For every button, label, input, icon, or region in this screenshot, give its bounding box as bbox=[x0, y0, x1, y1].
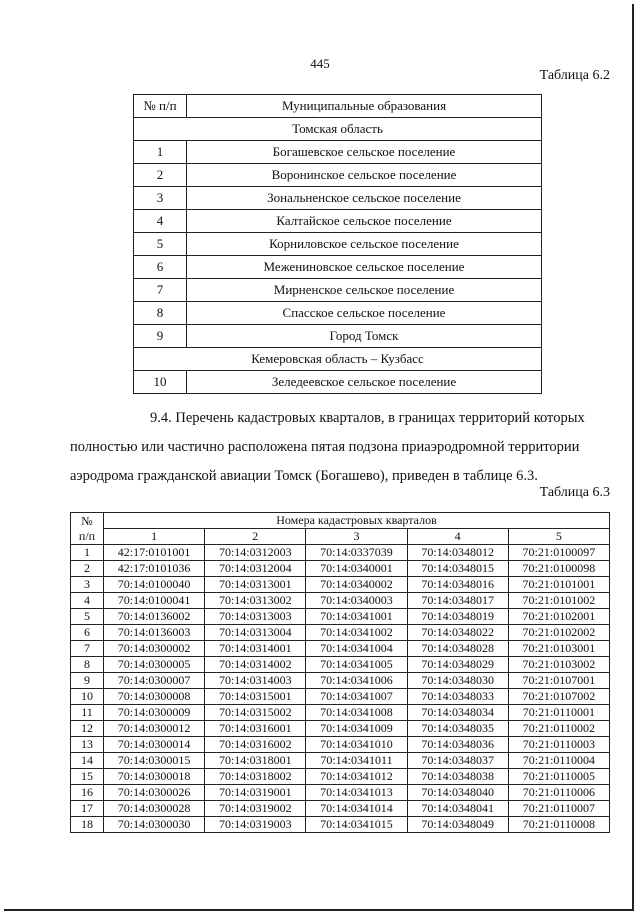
cadastral-number: 70:14:0300028 bbox=[104, 801, 205, 817]
cadastral-number: 70:14:0340003 bbox=[306, 593, 407, 609]
column-number: 5 bbox=[508, 529, 609, 545]
table-row bbox=[134, 164, 542, 187]
cadastral-number: 70:21:0110004 bbox=[508, 753, 609, 769]
section-name: Кемеровская область – Кузбасс bbox=[134, 348, 542, 371]
cadastral-number: 70:21:0100098 bbox=[508, 561, 609, 577]
row-num: 16 bbox=[71, 785, 104, 801]
cadastral-number: 70:14:0315001 bbox=[205, 689, 306, 705]
cadastral-number: 70:21:0110001 bbox=[508, 705, 609, 721]
table-row bbox=[134, 325, 542, 348]
cadastral-number: 70:21:0102002 bbox=[508, 625, 609, 641]
table-row bbox=[71, 641, 610, 657]
row-num: 7 bbox=[134, 279, 187, 302]
table-6-2-body bbox=[134, 118, 542, 394]
cadastral-number: 70:14:0313004 bbox=[205, 625, 306, 641]
row-name: Калтайское сельское поселение bbox=[187, 210, 542, 233]
table-row bbox=[134, 279, 542, 302]
row-num: 5 bbox=[134, 233, 187, 256]
row-num: 11 bbox=[71, 705, 104, 721]
cadastral-number: 70:14:0300008 bbox=[104, 689, 205, 705]
cadastral-number: 70:14:0348049 bbox=[407, 817, 508, 833]
table-row bbox=[71, 817, 610, 833]
table-row bbox=[134, 302, 542, 325]
cadastral-number: 42:17:0101001 bbox=[104, 545, 205, 561]
cadastral-number: 70:14:0348033 bbox=[407, 689, 508, 705]
cadastral-number: 70:14:0341001 bbox=[306, 609, 407, 625]
row-num: 15 bbox=[71, 769, 104, 785]
table-row bbox=[71, 721, 610, 737]
cadastral-number: 70:14:0100040 bbox=[104, 577, 205, 593]
row-num: 6 bbox=[134, 256, 187, 279]
row-name: Зеледеевское сельское поселение bbox=[187, 371, 542, 394]
table-column-numbers bbox=[71, 529, 610, 545]
table-header-row bbox=[134, 95, 542, 118]
cadastral-number: 70:14:0341008 bbox=[306, 705, 407, 721]
row-num: 10 bbox=[134, 371, 187, 394]
paragraph-line: 9.4. Перечень кадастровых кварталов, в границах территорий которых bbox=[150, 410, 585, 426]
header-num bbox=[71, 513, 104, 545]
row-num: 7 bbox=[71, 641, 104, 657]
cadastral-number: 70:14:0348016 bbox=[407, 577, 508, 593]
cadastral-number: 70:14:0319002 bbox=[205, 801, 306, 817]
cadastral-number: 70:14:0319001 bbox=[205, 785, 306, 801]
table-6-2-caption: Таблица 6.2 bbox=[539, 68, 610, 83]
row-num: 3 bbox=[134, 187, 187, 210]
cadastral-number: 70:14:0300026 bbox=[104, 785, 205, 801]
cadastral-number: 70:14:0348036 bbox=[407, 737, 508, 753]
cadastral-number: 70:14:0300005 bbox=[104, 657, 205, 673]
table-row bbox=[71, 753, 610, 769]
cadastral-number: 70:14:0348041 bbox=[407, 801, 508, 817]
row-name: Богашевское сельское поселение bbox=[187, 141, 542, 164]
table-row bbox=[71, 593, 610, 609]
cadastral-number: 70:21:0103001 bbox=[508, 641, 609, 657]
cadastral-number: 70:14:0300009 bbox=[104, 705, 205, 721]
cadastral-number: 70:21:0103002 bbox=[508, 657, 609, 673]
row-name: Мирненское сельское поселение bbox=[187, 279, 542, 302]
table-row bbox=[71, 657, 610, 673]
table-header-row bbox=[71, 513, 610, 529]
column-number: 1 bbox=[104, 529, 205, 545]
table-row bbox=[71, 545, 610, 561]
cadastral-number: 70:14:0341009 bbox=[306, 721, 407, 737]
cadastral-number: 70:21:0110006 bbox=[508, 785, 609, 801]
table-row bbox=[134, 371, 542, 394]
row-num: 1 bbox=[134, 141, 187, 164]
table-row bbox=[71, 769, 610, 785]
cadastral-number: 42:17:0101036 bbox=[104, 561, 205, 577]
cadastral-number: 70:21:0101001 bbox=[508, 577, 609, 593]
header-num-line2: п/п bbox=[78, 528, 96, 543]
column-number: 3 bbox=[306, 529, 407, 545]
paragraph-9-4 bbox=[70, 404, 610, 491]
row-num: 9 bbox=[71, 673, 104, 689]
cadastral-number: 70:21:0110003 bbox=[508, 737, 609, 753]
cadastral-number: 70:14:0341005 bbox=[306, 657, 407, 673]
cadastral-number: 70:14:0316002 bbox=[205, 737, 306, 753]
cadastral-number: 70:14:0348035 bbox=[407, 721, 508, 737]
table-6-3-caption: Таблица 6.3 bbox=[539, 485, 610, 500]
table-row bbox=[71, 625, 610, 641]
row-num: 2 bbox=[71, 561, 104, 577]
cadastral-number: 70:14:0318002 bbox=[205, 769, 306, 785]
cadastral-number: 70:14:0341004 bbox=[306, 641, 407, 657]
cadastral-number: 70:14:0341010 bbox=[306, 737, 407, 753]
cadastral-number: 70:21:0102001 bbox=[508, 609, 609, 625]
row-num: 5 bbox=[71, 609, 104, 625]
table-row bbox=[71, 609, 610, 625]
cadastral-number: 70:14:0313001 bbox=[205, 577, 306, 593]
cadastral-number: 70:21:0100097 bbox=[508, 545, 609, 561]
row-num: 13 bbox=[71, 737, 104, 753]
cadastral-number: 70:14:0348017 bbox=[407, 593, 508, 609]
cadastral-number: 70:14:0348038 bbox=[407, 769, 508, 785]
cadastral-number: 70:21:0110005 bbox=[508, 769, 609, 785]
cadastral-number: 70:14:0312004 bbox=[205, 561, 306, 577]
cadastral-number: 70:21:0107002 bbox=[508, 689, 609, 705]
cadastral-number: 70:14:0348037 bbox=[407, 753, 508, 769]
table-row bbox=[71, 577, 610, 593]
cadastral-number: 70:14:0341011 bbox=[306, 753, 407, 769]
cadastral-number: 70:21:0110002 bbox=[508, 721, 609, 737]
table-row bbox=[71, 705, 610, 721]
table-row bbox=[71, 785, 610, 801]
table-6-3 bbox=[70, 512, 610, 833]
cadastral-number: 70:14:0314003 bbox=[205, 673, 306, 689]
row-num: 6 bbox=[71, 625, 104, 641]
page-number: 445 bbox=[310, 56, 330, 71]
table-6-3-body bbox=[71, 545, 610, 833]
row-num: 10 bbox=[71, 689, 104, 705]
row-num: 4 bbox=[134, 210, 187, 233]
cadastral-number: 70:14:0300012 bbox=[104, 721, 205, 737]
cadastral-number: 70:14:0300007 bbox=[104, 673, 205, 689]
cadastral-number: 70:14:0300030 bbox=[104, 817, 205, 833]
cadastral-number: 70:14:0340001 bbox=[306, 561, 407, 577]
cadastral-number: 70:21:0101002 bbox=[508, 593, 609, 609]
cadastral-number: 70:14:0348029 bbox=[407, 657, 508, 673]
cadastral-number: 70:14:0313002 bbox=[205, 593, 306, 609]
cadastral-number: 70:14:0341015 bbox=[306, 817, 407, 833]
paragraph-line: аэродрома гражданской авиации Томск (Богашево), приведен в таблице 6.3. bbox=[70, 468, 538, 484]
cadastral-number: 70:14:0348012 bbox=[407, 545, 508, 561]
table-row bbox=[71, 673, 610, 689]
cadastral-number: 70:14:0341006 bbox=[306, 673, 407, 689]
cadastral-number: 70:14:0300015 bbox=[104, 753, 205, 769]
row-num: 12 bbox=[71, 721, 104, 737]
cadastral-number: 70:14:0312003 bbox=[205, 545, 306, 561]
cadastral-number: 70:14:0314002 bbox=[205, 657, 306, 673]
table-row bbox=[71, 801, 610, 817]
row-num: 8 bbox=[71, 657, 104, 673]
cadastral-number: 70:14:0100041 bbox=[104, 593, 205, 609]
table-section-row bbox=[134, 118, 542, 141]
cadastral-number: 70:14:0341007 bbox=[306, 689, 407, 705]
cadastral-number: 70:14:0348019 bbox=[407, 609, 508, 625]
cadastral-number: 70:14:0136002 bbox=[104, 609, 205, 625]
row-num: 18 bbox=[71, 817, 104, 833]
row-name: Воронинское сельское поселение bbox=[187, 164, 542, 187]
row-num: 4 bbox=[71, 593, 104, 609]
section-name: Томская область bbox=[134, 118, 542, 141]
cadastral-number: 70:14:0136003 bbox=[104, 625, 205, 641]
row-num: 3 bbox=[71, 577, 104, 593]
row-num: 8 bbox=[134, 302, 187, 325]
cadastral-number: 70:21:0110007 bbox=[508, 801, 609, 817]
cadastral-number: 70:14:0314001 bbox=[205, 641, 306, 657]
cadastral-number: 70:14:0348030 bbox=[407, 673, 508, 689]
row-num: 1 bbox=[71, 545, 104, 561]
table-row bbox=[134, 187, 542, 210]
table-section-row bbox=[134, 348, 542, 371]
table-row bbox=[134, 141, 542, 164]
table-row bbox=[71, 689, 610, 705]
row-name: Город Томск bbox=[187, 325, 542, 348]
table-row bbox=[71, 737, 610, 753]
cadastral-number: 70:14:0319003 bbox=[205, 817, 306, 833]
cadastral-number: 70:14:0341014 bbox=[306, 801, 407, 817]
row-name: Корниловское сельское поселение bbox=[187, 233, 542, 256]
header-name: Муниципальные образования bbox=[187, 95, 542, 118]
cadastral-number: 70:14:0348034 bbox=[407, 705, 508, 721]
cadastral-number: 70:14:0337039 bbox=[306, 545, 407, 561]
cadastral-number: 70:14:0315002 bbox=[205, 705, 306, 721]
cadastral-number: 70:14:0300002 bbox=[104, 641, 205, 657]
table-row bbox=[134, 256, 542, 279]
cadastral-number: 70:21:0107001 bbox=[508, 673, 609, 689]
row-num: 14 bbox=[71, 753, 104, 769]
header-num: № п/п bbox=[134, 95, 187, 118]
cadastral-number: 70:14:0348015 bbox=[407, 561, 508, 577]
header-num-line1: № bbox=[81, 513, 93, 528]
row-name: Спасское сельское поселение bbox=[187, 302, 542, 325]
row-num: 9 bbox=[134, 325, 187, 348]
row-num: 17 bbox=[71, 801, 104, 817]
cadastral-number: 70:14:0348022 bbox=[407, 625, 508, 641]
table-row bbox=[71, 561, 610, 577]
cadastral-number: 70:14:0316001 bbox=[205, 721, 306, 737]
cadastral-number: 70:14:0340002 bbox=[306, 577, 407, 593]
table-6-2 bbox=[133, 94, 542, 394]
cadastral-number: 70:14:0348040 bbox=[407, 785, 508, 801]
row-name: Межениновское сельское поселение bbox=[187, 256, 542, 279]
table-row bbox=[134, 210, 542, 233]
row-name: Зональненское сельское поселение bbox=[187, 187, 542, 210]
column-number: 4 bbox=[407, 529, 508, 545]
header-group: Номера кадастровых кварталов bbox=[104, 513, 610, 529]
cadastral-number: 70:14:0300014 bbox=[104, 737, 205, 753]
row-num: 2 bbox=[134, 164, 187, 187]
column-number: 2 bbox=[205, 529, 306, 545]
cadastral-number: 70:14:0341013 bbox=[306, 785, 407, 801]
cadastral-number: 70:14:0341002 bbox=[306, 625, 407, 641]
cadastral-number: 70:21:0110008 bbox=[508, 817, 609, 833]
paragraph-line: полностью или частично расположена пятая подзона приаэродромной территории bbox=[70, 439, 580, 455]
cadastral-number: 70:14:0348028 bbox=[407, 641, 508, 657]
table-row bbox=[134, 233, 542, 256]
cadastral-number: 70:14:0341012 bbox=[306, 769, 407, 785]
cadastral-number: 70:14:0313003 bbox=[205, 609, 306, 625]
cadastral-number: 70:14:0318001 bbox=[205, 753, 306, 769]
cadastral-number: 70:14:0300018 bbox=[104, 769, 205, 785]
